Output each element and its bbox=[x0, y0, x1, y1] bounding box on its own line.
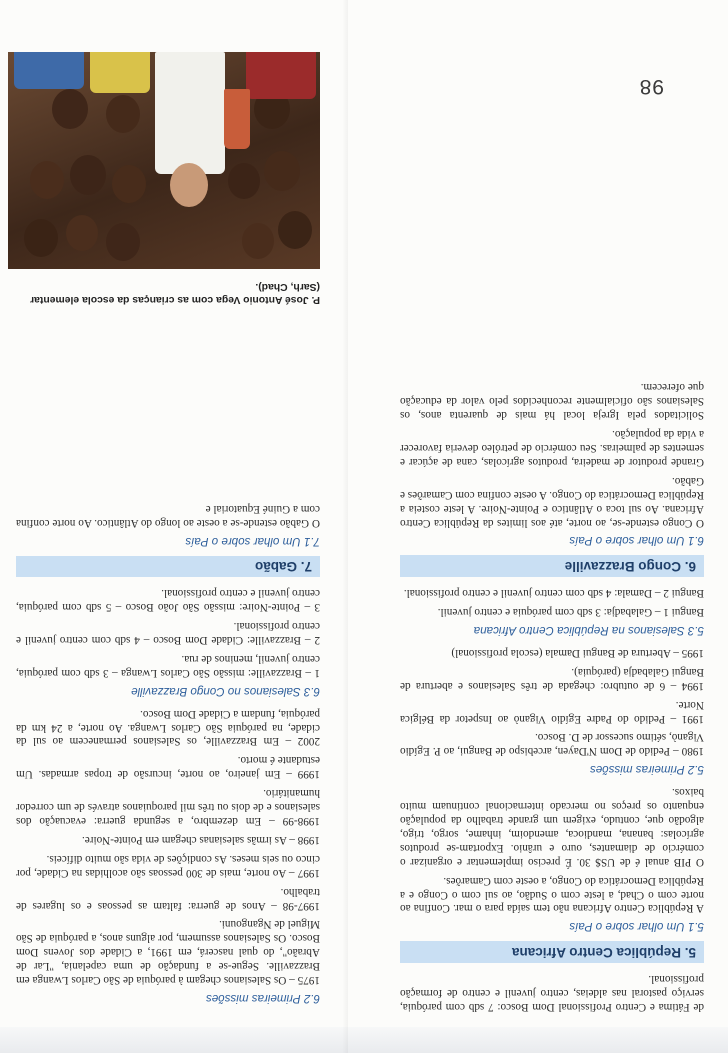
section-6-1-paragraph-1: O Congo estende-se, ao norte, até aos limites da República Centro Africana. Ao sul toca o Atlântico e Pointe-Noire. A leste costeia a República Democrática do Congo. A oeste confina com Camarões e Gabão. bbox=[400, 474, 704, 529]
child-clothing bbox=[246, 52, 316, 99]
child-face bbox=[30, 161, 64, 199]
child-clothing bbox=[90, 52, 150, 93]
community-item: 2 – Brazzaville: Cidade Dom Bosco – 4 sdb com centro juvenil e centro profissional. bbox=[16, 620, 320, 647]
page-number: 98 bbox=[638, 75, 664, 98]
community-item: 3 – Pointe-Noire: missão São João Bosco – 5 sdb com paróquia, centro juvenil e centro profissional. bbox=[16, 587, 320, 614]
community-item: Bangui 2 – Damala: 4 sdb com centro juvenil e centro profissional. bbox=[403, 587, 704, 600]
community-item: 1 – Brazzaville: missão São Carlos Lwanga – 3 sdb com paróquia, centro juvenil, meninos de rua. bbox=[16, 652, 320, 679]
section-5-2-heading: 5.2 Primeiras missões bbox=[589, 763, 704, 777]
timeline-item: 1999 – Em janeiro, ao norte, incursão de tropas armadas. Um estudante é morto. bbox=[16, 754, 320, 781]
child-clothing bbox=[224, 89, 250, 149]
child-face bbox=[70, 155, 106, 195]
timeline-item: 1991 – Pedido do Padre Egídio Viganò ao Inspetor da Bélgica Norte. bbox=[400, 698, 704, 725]
timeline-item: 1994 – 6 de outubro: chegada de três Salesianos e abertura de Bangui Galabadja (paróquia). bbox=[400, 665, 704, 692]
community-item: Bangui 1 – Galabadja: 3 sdb com paróquia e centro juvenil. bbox=[437, 606, 704, 619]
photo-caption: P. José Antonio Vega com as crianças da escola elementar (Sarh, Chad). bbox=[30, 281, 320, 305]
child-face bbox=[24, 219, 58, 257]
priest-face bbox=[170, 163, 208, 207]
section-6-1-paragraph-2: Grande produtor de madeira, produtos agrícolas, cana de açúcar e sementes de palmeiras. Seu comércio de petróleo deveria favorecer a vida da população. bbox=[400, 428, 704, 468]
timeline-item: 2002 – Em Brazzaville, os Salesianos permanecem ao sul da cidade, na paróquia São Carlos Lwanga. Ao norte, a 24 km da paróquia, fundam a Cidade Dom Bosco. bbox=[16, 707, 320, 748]
child-face bbox=[242, 223, 274, 259]
page-edge bbox=[0, 1027, 728, 1053]
section-7-1-heading: 7.1 Um olhar sobre o País bbox=[185, 534, 320, 548]
section-6-1-heading: 6.1 Um olhar sobre o País bbox=[569, 534, 704, 548]
priest-figure bbox=[155, 52, 225, 174]
page-gutter bbox=[342, 0, 348, 1053]
right-column bbox=[16, 496, 320, 1013]
section-7-1-paragraph: O Gabão estende-se a oeste ao longo do Atlântico. Ao norte confina com a Guiné Equatorial e bbox=[16, 502, 320, 529]
children-photo bbox=[8, 52, 320, 269]
child-face bbox=[106, 95, 140, 133]
section-5-3-heading: 5.3 Salesianos na República Centro Africana bbox=[473, 624, 704, 638]
section-6-heading: 6. Congo Brazzaville bbox=[400, 555, 704, 577]
section-5-1-paragraph-1: A República Centro Africana não tem saída para o mar. Confina ao norte com o Chad, a leste com o Sudão, ao sul com o Congo e a República Democrática do Congo, a oeste com Camarões. bbox=[400, 874, 704, 915]
timeline-item: 1997 – Ao norte, mais de 300 pessoas são acolhidas na Cidade, por cinco ou seis meses. As condições de vida são muito difíceis. bbox=[16, 852, 320, 879]
child-face bbox=[106, 223, 140, 261]
section-5-1-heading: 5.1 Um olhar sobre o País bbox=[569, 920, 704, 934]
child-face bbox=[66, 215, 98, 251]
section-5-1-paragraph-2: O PIB anual é de US$ 30. É preciso implementar e organizar o comércio de diamantes, ouro e urânio. Exportam-se produtos agrícolas: banana, mandioca, amendoim, inhame, sorgo, trigo, algodão que, contudo, exigem um grande trabalho da população enquanto os preços no mercado internacional continuam muito baixos. bbox=[400, 786, 704, 868]
section-7-heading: 7. Gabão bbox=[16, 556, 320, 578]
child-clothing bbox=[14, 52, 84, 89]
section-5-heading: 5. República Centro Africana bbox=[400, 941, 704, 963]
child-face bbox=[228, 163, 260, 199]
timeline-item: 1975 – Os Salesianos chegam à paróquia de São Carlos Lwanga em Brazzaville. Segue-se a fundação de uma capelania, "Lar de Abraão", do qual nascerá, em 1991, a Cidade dos Jovens Dom Bosco. Os Salesianos assumem, por alguns anos, a paróquia de São Miguel de Ngangouni. bbox=[16, 918, 320, 987]
section-6-3-heading: 6.3 Salesianos no Congo Brazzaville bbox=[131, 684, 320, 698]
timeline-item: 1995 – Abertura de Bangui Damala (escola profissional) bbox=[451, 646, 704, 659]
section-6-1-paragraph-3: Solicitados pela Igreja local há mais de quarenta anos, os Salesianos são oficialmente reconhecidos pelo valor da educação que oferecem. bbox=[400, 381, 704, 422]
left-column bbox=[400, 374, 704, 1013]
section-6-2-heading: 6.2 Primeiras missões bbox=[205, 992, 320, 1005]
child-face bbox=[278, 211, 312, 249]
intro-paragraph: de Fátima e Centro Profissional Dom Bosco: 7 sdb com paróquia, serviço pastoral nas aldeias, centro juvenil e centro de formação profissional. bbox=[400, 973, 704, 1013]
child-face bbox=[112, 165, 146, 203]
timeline-item: 1997-98 – Anos de guerra: faltam as pessoas e os lugares de trabalho. bbox=[16, 885, 320, 912]
child-face bbox=[264, 151, 300, 191]
timeline-item: 1998-99 – Em dezembro, a segunda guerra: evacuação dos salesianos e de dois ou três mil paroquianos através de um corredor humanitário. bbox=[16, 787, 320, 828]
timeline-item: 1980 – Pedido de Dom N'Dayen, arcebispo de Bangui, ao P. Egídio Viganò, sétimo sucessor de D. Bosco. bbox=[400, 731, 704, 758]
child-face bbox=[52, 89, 88, 129]
timeline-item: 1998 – As irmãs salesianas chegam em Pointe-Noire. bbox=[82, 833, 320, 846]
